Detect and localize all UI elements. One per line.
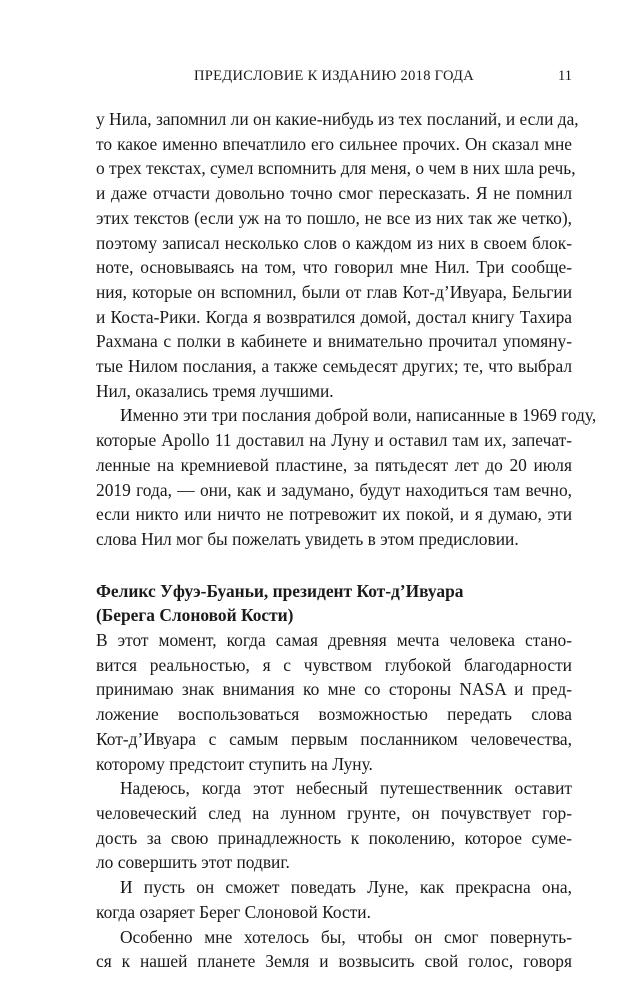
section-heading xyxy=(96,579,572,628)
running-header xyxy=(96,66,572,86)
text-line: тые Нилом послания, а также семьдесят других; те, что выбрал xyxy=(96,356,572,377)
paragraph-1 xyxy=(96,107,579,403)
heading-line: Феликс Уфуэ-Буаньи, президент Кот-д’Ивуара xyxy=(96,580,464,601)
text-line: у Нила, запомнил ли он какие-нибудь из тех посланий, и если да, xyxy=(96,109,579,129)
text-line: и Коста-Рики. Когда я возвратился домой, достал книгу Тахира xyxy=(96,306,572,327)
text-line: о трех текстах, сумел вспомнить для меня, о чем в них шла речь, xyxy=(96,158,576,179)
text-line: ленные на кремниевой пластине, за пятьдесят лет до 20 июля xyxy=(96,454,572,475)
text-line: если никто или ничто не потревожит их покой, и я думаю, эти xyxy=(96,504,572,525)
text-line: ложение воспользоваться возможностью передать слова xyxy=(96,704,572,725)
letter-paragraph-2 xyxy=(96,776,572,875)
text-line: и даже отчасти довольно точно смог пересказать. Я не помнил xyxy=(96,183,572,204)
letter-paragraph-1 xyxy=(96,628,572,776)
text-line: Кот-д’Ивуара с самым первым посланником человечества, xyxy=(96,728,572,749)
page-number: 11 xyxy=(558,68,572,84)
text-line: Особенно мне хотелось бы, чтобы он смог повернуть- xyxy=(120,926,572,947)
text-line: ся к нашей планете Земля и возвысить свой голос, говоря xyxy=(96,951,572,972)
text-line: когда озаряет Берег Слоновой Кости. xyxy=(96,901,371,922)
running-title: ПРЕДИСЛОВИЕ К ИЗДАНИЮ 2018 ГОДА xyxy=(193,68,475,84)
text-line: человеческий след на лунном грунте, он почувствует гор- xyxy=(96,802,572,823)
text-line: 2019 года, — они, как и задумано, будут находиться там вечно, xyxy=(96,479,572,500)
body-text xyxy=(96,107,597,974)
paragraph-2 xyxy=(96,403,597,551)
text-line: Рахмана с полки в кабинете и внимательно прочитал упомяну- xyxy=(96,331,572,352)
text-line: дость за свою принадлежность к поколению, которое суме- xyxy=(96,827,572,848)
text-line: ло совершить этот подвиг. xyxy=(96,852,290,873)
text-line: поэтому записал несколько слов о каждом из них в своем блок- xyxy=(96,232,572,253)
letter-paragraph-4 xyxy=(96,925,572,974)
text-line: этих текстов (если уж на то пошло, не все из них так же четко), xyxy=(96,207,572,228)
text-line: принимаю знак внимания ко мне со стороны NASA и пред- xyxy=(96,679,572,700)
text-line: которые Apollo 11 доставил на Луну и оставил там их, запечат- xyxy=(96,430,572,451)
text-line: Надеюсь, когда этот небесный путешественник оставит xyxy=(120,778,572,799)
text-line: Нил, оказались тремя лучшими. xyxy=(96,380,334,401)
text-line: то какое именно впечатлило его сильнее прочих. Он сказал мне xyxy=(96,133,572,154)
text-line: вится реальностью, я с чувством глубокой благодарности xyxy=(96,654,572,675)
text-line: Именно эти три послания доброй воли, написанные в 1969 году, xyxy=(120,405,597,426)
text-line: И пусть он сможет поведать Луне, как прекрасна она, xyxy=(120,877,572,898)
letter-paragraph-3 xyxy=(96,875,572,924)
text-line: которому предстоит ступить на Луну. xyxy=(96,753,373,774)
text-line: ния, которые он вспомнил, были от глав Кот-д’Ивуара, Бельгии xyxy=(96,281,572,302)
text-line: слова Нил мог бы пожелать увидеть в этом предисловии. xyxy=(96,528,519,549)
text-line: ноте, основываясь на том, что говорил мне Нил. Три сообще- xyxy=(96,257,572,278)
text-line: В этот момент, когда самая древняя мечта человека стано- xyxy=(96,630,572,651)
heading-line: (Берега Слоновой Кости) xyxy=(96,605,294,626)
